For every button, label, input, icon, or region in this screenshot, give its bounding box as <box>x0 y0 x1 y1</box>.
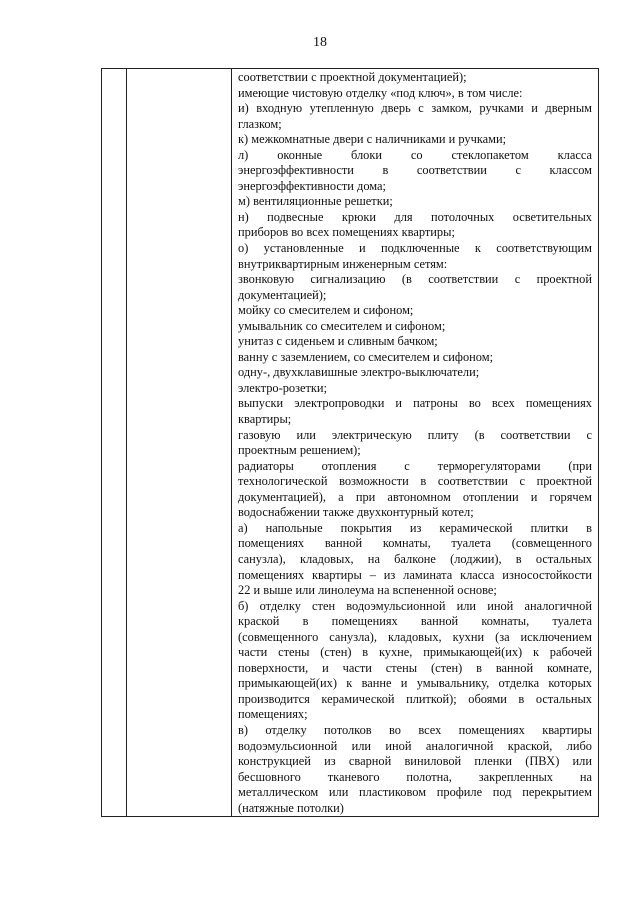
text-line: электро-розетки; <box>238 380 328 395</box>
text-line: производится керамической плиткой); обоями в остальных <box>238 691 592 706</box>
text-line: о) установленные и подключенные к соответствующим <box>238 241 592 256</box>
text-line: умывальник со смесителем и сифоном; <box>238 318 446 333</box>
text-line: одну-, двухклавишные электро-выключатели; <box>238 365 480 380</box>
text-line: водоснабжении также двухконтурный котел; <box>238 505 474 520</box>
text-line: помещениях ванной комнаты, туалета (совмещенного <box>238 536 592 551</box>
text-line: документацией), а при автономном отоплении и горячем <box>238 489 592 504</box>
text-line: в) отделку потолков во всех помещениях квартиры <box>238 722 592 737</box>
text-line: документацией); <box>238 287 327 302</box>
text-line: и) входную утепленную дверь с замком, ручками и дверным <box>238 101 592 116</box>
requirements-table <box>101 68 599 817</box>
text-line: глазком; <box>238 116 282 131</box>
text-line: н) подвесные крюки для потолочных осветительных <box>238 209 592 224</box>
text-line: газовую или электрическую плиту (в соответствии с <box>238 427 592 442</box>
label-cell <box>127 69 232 817</box>
text-line: приборов во всех помещениях квартиры; <box>238 225 455 240</box>
page-number: 18 <box>313 35 327 50</box>
text-line: квартиры; <box>238 412 292 427</box>
text-line: звонковую сигнализацию (в соответствии с проектной <box>238 272 592 287</box>
text-line: радиаторы отопления с терморегуляторами (при <box>238 458 592 473</box>
text-line: а) напольные покрытия из керамической плитки в <box>238 520 592 535</box>
text-line: имеющие чистовую отделку «под ключ», в том числе: <box>238 85 523 100</box>
text-line: ванну с заземлением, со смесителем и сифоном; <box>238 349 494 364</box>
text-line: л) оконные блоки со стеклопакетом класса <box>238 147 592 162</box>
text-line: бесшовного тканевого полотна, закрепленных на <box>238 769 592 784</box>
description-text <box>232 69 598 816</box>
text-line: соответствии с проектной документацией); <box>238 70 467 84</box>
text-line: б) отделку стен водоэмульсионной или иной аналогичной <box>238 598 592 613</box>
text-line: помещениях квартиры – из ламината класса износостойкости <box>238 567 592 582</box>
text-line: энергоэффективности в соответствии с классом <box>238 163 592 178</box>
description-cell <box>232 69 599 817</box>
text-line: части стены (стен) в кухне, примыкающей(их) к рабочей <box>238 645 592 660</box>
text-line: краской в помещениях ванной комнаты, туалета <box>238 614 592 629</box>
text-line: металлическом или пластиковом профиле под перекрытием <box>238 785 592 800</box>
text-line: конструкцией из сварной виниловой пленки (ПВХ) или <box>238 754 592 769</box>
text-line: выпуски электропроводки и патроны во всех помещениях <box>238 396 592 411</box>
text-line: проектным решением); <box>238 443 361 458</box>
text-line: примыкающей(их) к ванне и умывальнику, отделка которых <box>238 676 592 691</box>
text-line: унитаз с сиденьем и сливным бачком; <box>238 334 438 349</box>
text-line: м) вентиляционные решетки; <box>238 194 393 209</box>
text-line: (совмещенного санузла), кладовых, кухни (за исключением <box>238 629 592 644</box>
text-line: к) межкомнатные двери с наличниками и ручками; <box>238 132 507 147</box>
text-line: санузла), кладовых, на балконе (лоджии), в остальных <box>238 551 592 566</box>
text-line: помещениях; <box>238 707 308 722</box>
text-line: 22 и выше или линолеума на вспененной основе; <box>238 583 497 598</box>
number-cell <box>102 69 127 817</box>
text-line: водоэмульсионной или иной аналогичной краской, либо <box>238 738 592 753</box>
text-line: внутриквартирным инженерным сетям: <box>238 256 448 271</box>
table-row <box>102 69 599 817</box>
text-line: технологической возможности в соответствии с проектной <box>238 474 592 489</box>
text-line: энергоэффективности дома; <box>238 178 386 193</box>
text-line: поверхности, и части стены (стен) в ванной комнате, <box>238 660 592 675</box>
text-line: мойку со смесителем и сифоном; <box>238 303 414 318</box>
text-line: (натяжные потолки) <box>238 800 344 815</box>
